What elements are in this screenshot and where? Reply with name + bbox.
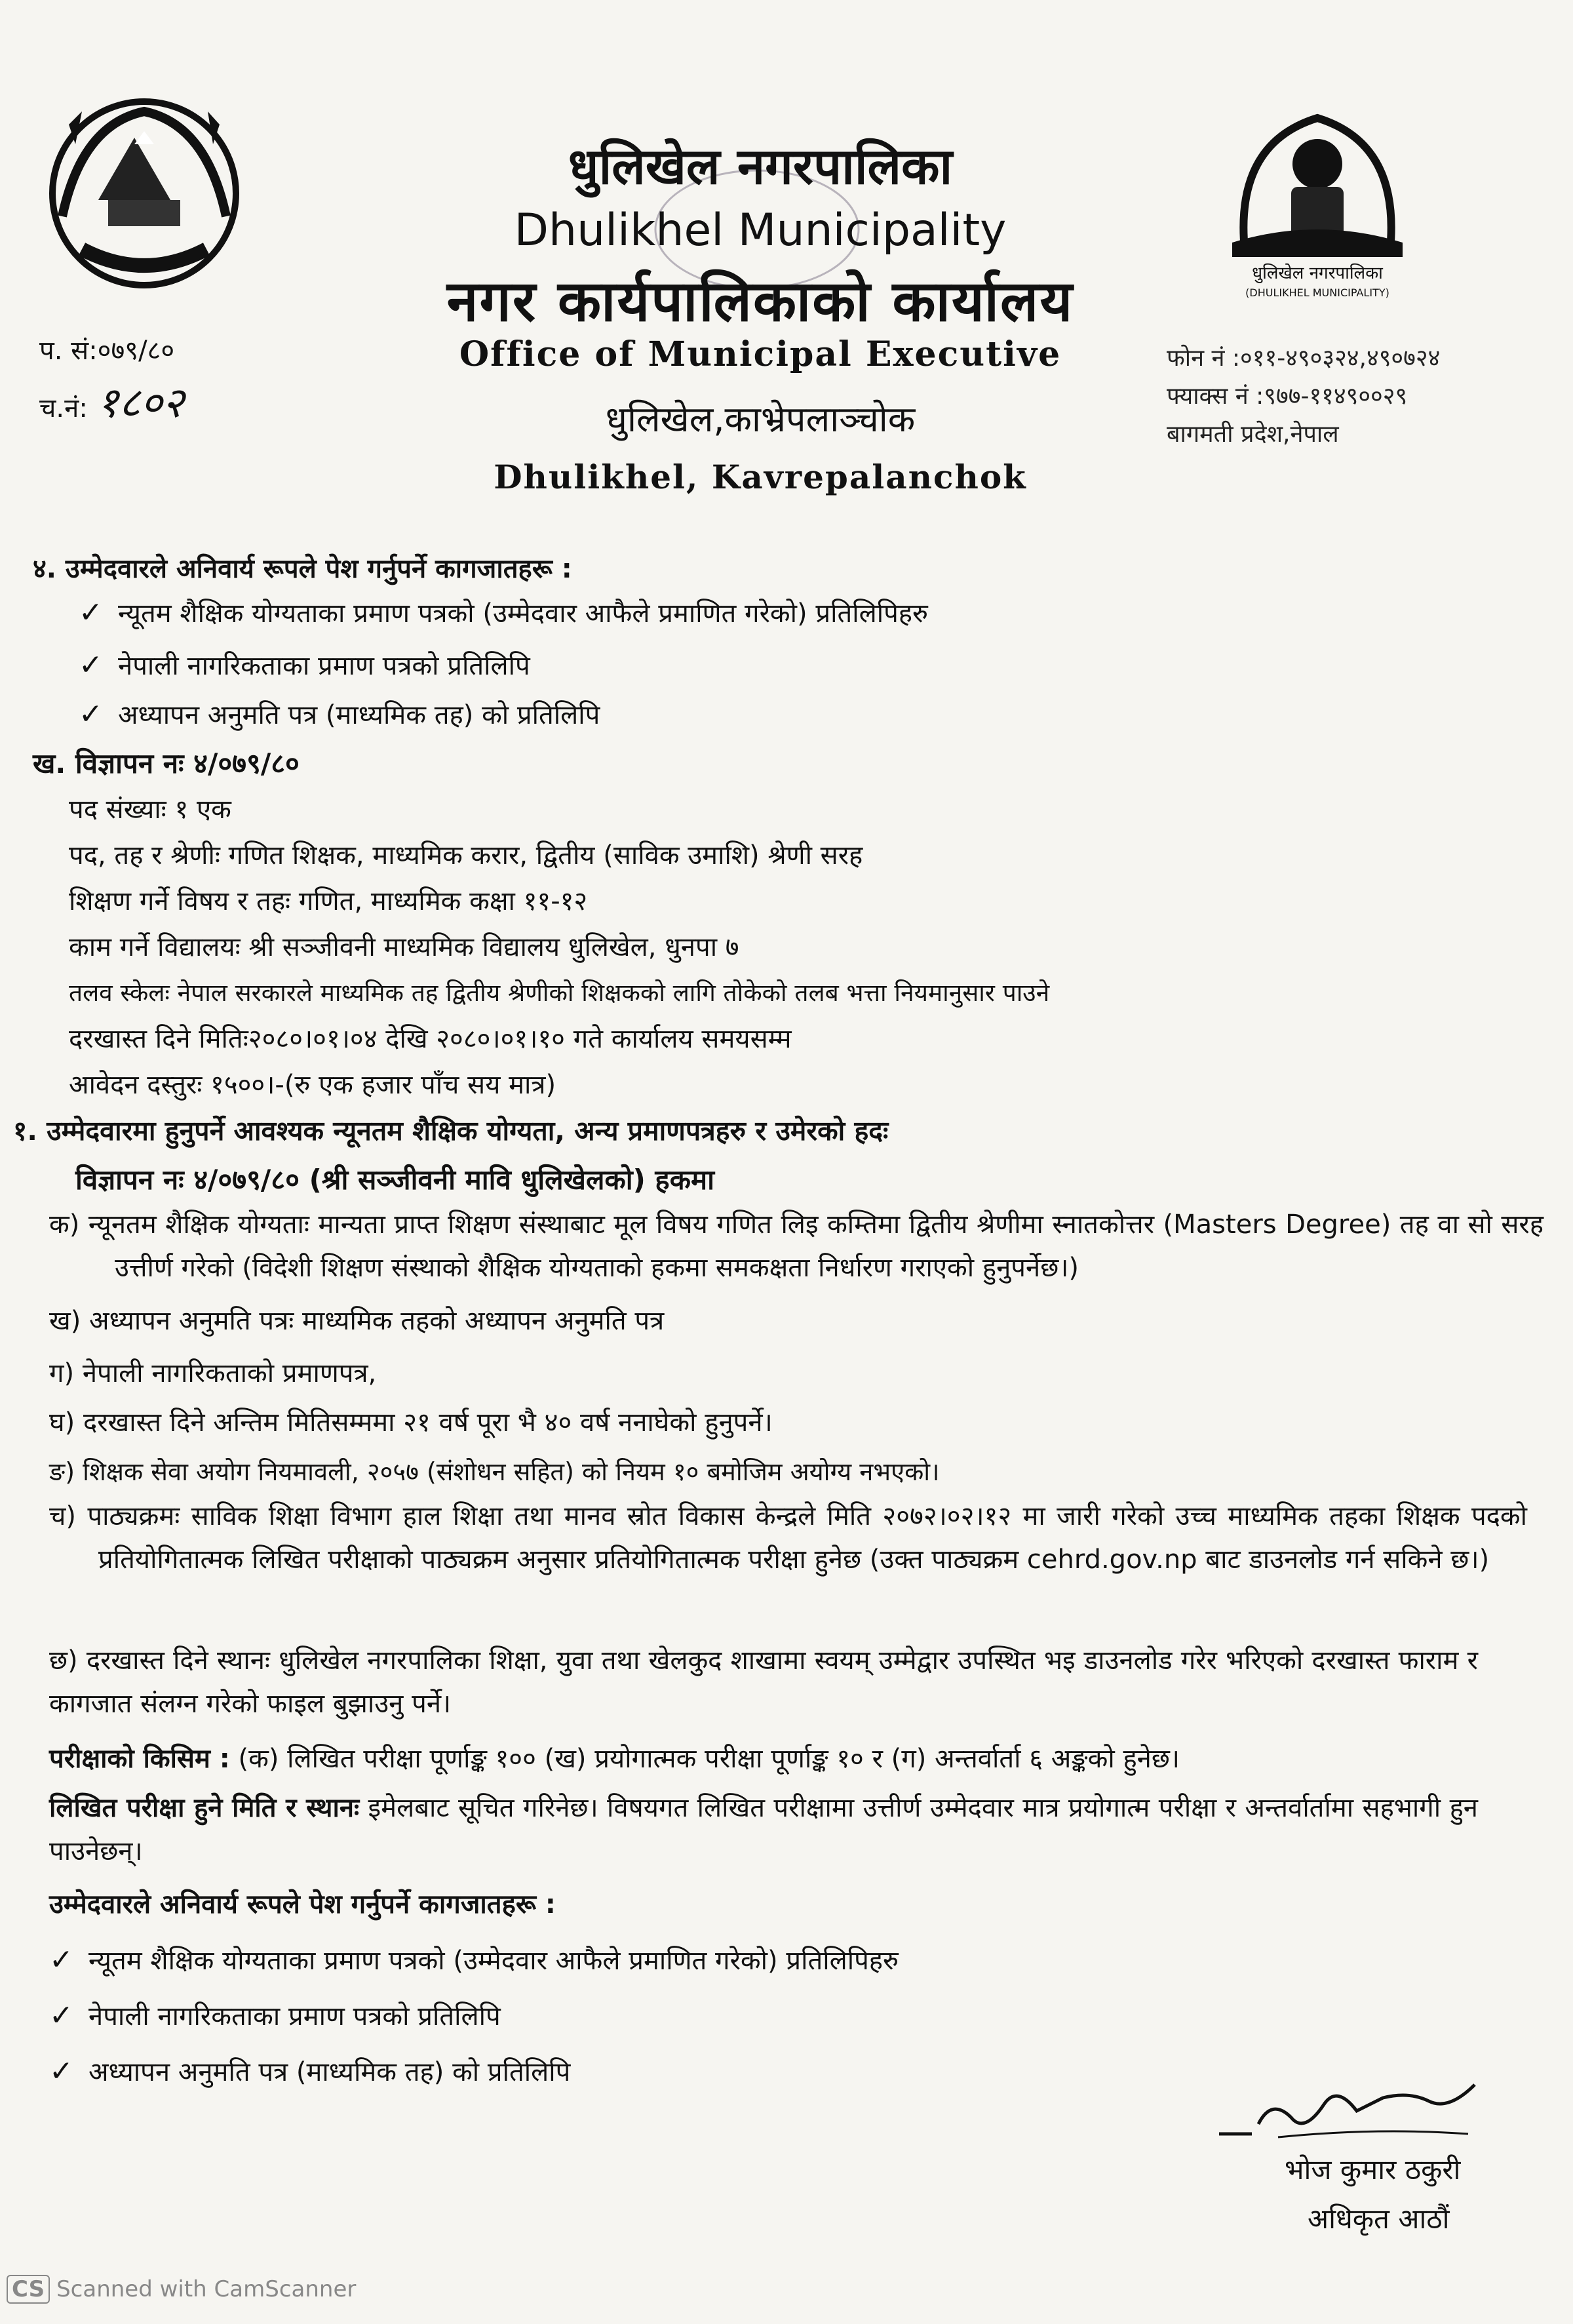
section-4-item-text: नेपाली नागरिकताका प्रमाण पत्रको प्रतिलिपि bbox=[118, 651, 530, 681]
eligibility-clause: ङ) शिक्षक सेवा अयोग नियमावली, २०५७ (संशोधन सहित) को नियम १० बमोजिम अयोग्य नभएको। bbox=[49, 1457, 940, 1486]
office-name-en: Office of Municipal Executive bbox=[459, 334, 1062, 374]
address-en: Dhulikhel, Kavrepalanchok bbox=[494, 458, 1027, 496]
fax-number: फ्याक्स नं :९७७-११४९००२९ bbox=[1167, 383, 1408, 410]
logo-caption-en: (DHULIKHEL MUNICIPALITY) bbox=[1245, 286, 1389, 299]
application-dates: दरखास्त दिने मितिः२०८०।०१।०४ देखि २०८०।०१।१० गते कार्यालय समयसम्म bbox=[69, 1024, 792, 1054]
required-docs-heading: उम्मेदवारले अनिवार्य रूपले पेश गर्नुपर्ने कागजातहरू : bbox=[49, 1889, 556, 1920]
signature bbox=[1213, 2072, 1488, 2150]
signatory-name: भोज कुमार ठकुरी bbox=[1285, 2154, 1461, 2186]
check-icon: ✓ bbox=[79, 648, 103, 682]
syllabus-clause: च) पाठ्यक्रमः साविक शिक्षा विभाग हाल शिक्षा तथा मानव स्रोत विकास केन्द्रले मिति २०७२।०२।१२ मा जारी गरेको उच्च माध्यमिक तहका शिक्षक पदको प्रतियोगितात्मक लिखित परीक्षाको पाठ्यक्रम अनुसार प्रतियोगितात्मक परीक्षा हुनेछ (उक्त पाठ्यक्रम cehrd.gov.np बाट डाउनलोड गर्न सकिने छ।) bbox=[49, 1501, 1527, 1575]
work-school: काम गर्ने विद्यालयः श्री सञ्जीवनी माध्यमिक विद्यालय धुलिखेल, धुनपा ७ bbox=[69, 932, 739, 962]
scanner-watermark bbox=[7, 2275, 356, 2304]
letter-serial-number: प. सं:०७९/८० bbox=[39, 336, 175, 366]
exam-date-text: इमेलबाट सूचित गरिनेछ। विषयगत लिखित परीक्षामा उत्तीर्ण उम्मेदवार मात्र प्रयोगात्म परीक्षा र अन्तर्वार्तामा सहभागी हुन पाउनेछन्। bbox=[49, 1793, 1479, 1866]
post-level: पद, तह र श्रेणीः गणित शिक्षक, माध्यमिक करार, द्वितीय (साविक उमाशि) श्रेणी सरह bbox=[69, 840, 863, 871]
phone-number: फोन नं :०११-४९०३२४,४९०७२४ bbox=[1167, 345, 1441, 372]
municipality-name-en: Dhulikhel Municipality bbox=[514, 205, 1007, 256]
application-place-clause: छ) दरखास्त दिने स्थानः धुलिखेल नगरपालिका शिक्षा, युवा तथा खेलकुद शाखामा स्वयम् उम्मेद्वार उपस्थित भइ डाउनलोड गरेर भरिएको दरखास्त फाराम र कागजात संलग्न गरेको फाइल बुझाउनु पर्ने। bbox=[49, 1645, 1478, 1719]
application-fee: आवेदन दस्तुरः १५००।-(रु एक हजार पाँच सय मात्र) bbox=[69, 1070, 556, 1100]
section-4-item bbox=[79, 646, 530, 686]
check-icon: ✓ bbox=[49, 1943, 73, 1977]
exam-date-place bbox=[49, 1786, 1478, 1873]
section-4-item-text: अध्यापन अनुमति पत्र (माध्यमिक तह) को प्रतिलिपि bbox=[118, 700, 600, 730]
exam-type-text: (क) लिखित परीक्षा पूर्णाङ्क १०० (ख) प्रयोगात्मक परीक्षा पूर्णाङ्क १० र (ग) अन्तर्वार्ता ६ अङ्कको हुनेछ। bbox=[229, 1744, 1180, 1774]
municipality-name-np: धुलिखेल नगरपालिका bbox=[568, 137, 953, 195]
dispatch-number-value: १८०२ bbox=[96, 379, 184, 427]
watermark-text: Scanned with CamScanner bbox=[56, 2276, 357, 2302]
nepal-emblem-logo bbox=[36, 85, 252, 302]
section-4-heading: ४. उम्मेदवारले अनिवार्य रूपले पेश गर्नुपर्ने कागजातहरू : bbox=[33, 554, 572, 584]
signatory-title: अधिकृत आठौं bbox=[1308, 2203, 1450, 2235]
citizenship-clause: ग) नेपाली नागरिकताको प्रमाणपत्र, bbox=[49, 1358, 377, 1388]
min-qualification-clause: क) न्यूनतम शैक्षिक योग्यताः मान्यता प्राप्त शिक्षण संस्थाबाट मूल विषय गणित लिइ कम्तिमा द्वितीय श्रेणीमा स्नातकोत्तर (Masters Degree) तह वा सो सरह उत्तीर्ण गरेको (विदेशी शिक्षण संस्थाको शैक्षिक योग्यताको हकमा समकक्षता निर्धारण गराएको हुनुपर्नेछ।) bbox=[49, 1210, 1544, 1283]
address-np: धुलिखेल,काभ्रेपलाञ्चोक bbox=[605, 399, 916, 440]
qualification-subheading: विज्ञापन नः ४/०७९/८० (श्री सञ्जीवनी मावि धुलिखेलको) हकमा bbox=[75, 1164, 714, 1196]
province-name: बागमती प्रदेश,नेपाल bbox=[1167, 421, 1339, 448]
section-4-item-text: न्यूतम शैक्षिक योग्यताका प्रमाण पत्रको (उम्मेदवार आफैले प्रमाणित गरेको) प्रतिलिपिहरु bbox=[118, 599, 928, 629]
section-4-item bbox=[79, 695, 600, 735]
check-icon: ✓ bbox=[79, 698, 103, 731]
post-count: पद संख्याः १ एक bbox=[69, 795, 231, 825]
logo-caption-np: धुलिखेल नगरपालिका bbox=[1252, 264, 1383, 283]
dhulikhel-municipality-logo bbox=[1206, 105, 1429, 302]
age-limit-clause: घ) दरखास्त दिने अन्तिम मितिसम्ममा २१ वर्ष पूरा भै ४० वर्ष ननाघेको हुनुपर्ने। bbox=[49, 1408, 773, 1438]
required-doc-item bbox=[49, 1996, 501, 2036]
exam-date-label: लिखित परीक्षा हुने मिति र स्थानः bbox=[49, 1793, 360, 1823]
salary-scale: तलव स्केलः नेपाल सरकारले माध्यमिक तह द्वितीय श्रेणीको शिक्षकको लागि तोकेको तलब भत्ता नियमानुसार पाउने bbox=[69, 979, 1050, 1007]
required-doc-item bbox=[49, 2052, 570, 2092]
teaching-subject: शिक्षण गर्ने विषय र तहः गणित, माध्यमिक कक्षा ११-१२ bbox=[69, 886, 588, 916]
dispatch-number-label: च.नं: bbox=[39, 393, 88, 423]
exam-type bbox=[49, 1737, 1478, 1781]
teaching-license-clause: ख) अध्यापन अनुमति पत्रः माध्यमिक तहको अध्यापन अनुमति पत्र bbox=[49, 1306, 665, 1336]
advertisement-heading: ख. विज्ञापन नः ४/०७९/८० bbox=[33, 747, 300, 779]
exam-type-label: परीक्षाको किसिम : bbox=[49, 1744, 230, 1774]
camscanner-icon: CS bbox=[7, 2275, 50, 2304]
required-doc-item bbox=[49, 1940, 899, 1980]
required-doc-text: न्यूतम शैक्षिक योग्यताका प्रमाण पत्रको (उम्मेदवार आफैले प्रमाणित गरेको) प्रतिलिपिहरु bbox=[88, 1946, 899, 1976]
section-4-item bbox=[79, 593, 928, 633]
check-icon: ✓ bbox=[79, 596, 103, 629]
dispatch-number bbox=[39, 372, 184, 429]
required-doc-text: अध्यापन अनुमति पत्र (माध्यमिक तह) को प्रतिलिपि bbox=[88, 2057, 571, 2087]
required-doc-text: नेपाली नागरिकताका प्रमाण पत्रको प्रतिलिपि bbox=[88, 2001, 501, 2032]
office-name-np: नगर कार्यपालिकाको कार्यालय bbox=[446, 269, 1074, 334]
qualification-heading: १. उम्मेदवारमा हुनुपर्ने आवश्यक न्यूनतम शैक्षिक योग्यता, अन्य प्रमाणपत्रहरु र उमेरको हदः bbox=[13, 1115, 889, 1147]
check-icon: ✓ bbox=[49, 1999, 73, 2032]
check-icon: ✓ bbox=[49, 2055, 73, 2088]
